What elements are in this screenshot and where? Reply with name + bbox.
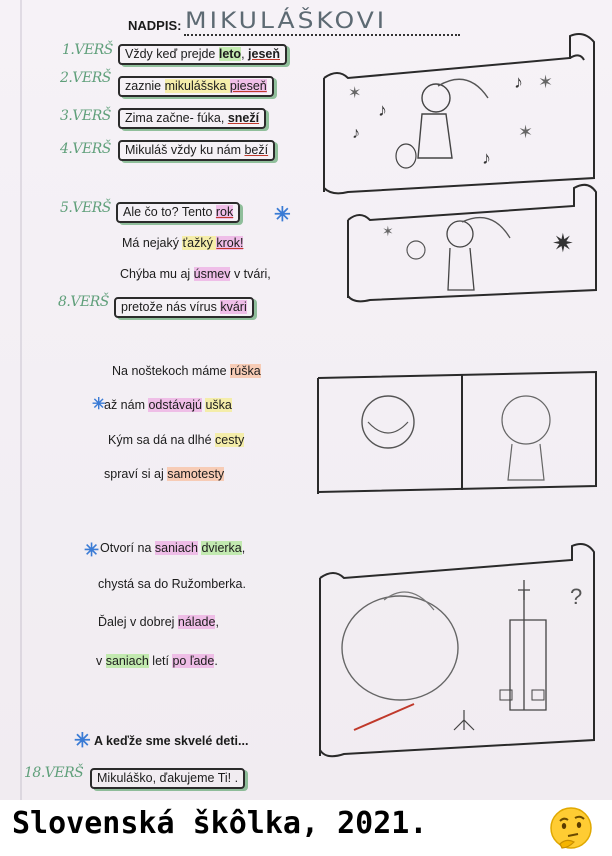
handwritten-title: MIKULÁŠKOVI bbox=[185, 7, 388, 34]
svg-text:♪: ♪ bbox=[482, 148, 491, 168]
svg-text:?: ? bbox=[570, 584, 583, 609]
stanza3-line2: až nám odstávajú uška bbox=[104, 398, 232, 412]
snowflake-icon: ✳ bbox=[92, 396, 106, 413]
scroll-drawing-4 bbox=[314, 540, 604, 768]
svg-text:✶: ✶ bbox=[518, 122, 534, 142]
stanza2-line3: Chýba mu aj úsmev v tvári, bbox=[120, 267, 271, 281]
stanza3-line3: Kým sa dá na dlhé cesty bbox=[108, 433, 245, 447]
svg-text:♪: ♪ bbox=[514, 72, 523, 92]
verse-tag-2: 2.VERŠ bbox=[60, 70, 111, 86]
caption-text: Slovenská škôlka, 2021. bbox=[12, 806, 428, 841]
svg-text:✷: ✷ bbox=[552, 228, 574, 258]
stanza2-line1: Ale čo to? Tento rok bbox=[116, 202, 240, 223]
stanza1-line4: Mikuláš vždy ku nám beží bbox=[118, 140, 275, 161]
stanza5-line2: Mikuláško, ďakujeme Ti! . bbox=[90, 768, 245, 789]
stanza4-line1: Otvorí na saniach dvierka, bbox=[100, 541, 246, 555]
svg-text:✶: ✶ bbox=[538, 72, 554, 92]
stanza1-line3: Zima začne- fúka, sneží bbox=[118, 108, 266, 129]
stanza1-line2: zaznie mikulášska pieseň bbox=[118, 76, 274, 97]
scroll-drawing-2 bbox=[342, 180, 602, 306]
stanza5-line1: A keďže sme skvelé deti... bbox=[94, 734, 249, 748]
stanza2-line4: pretože nás vírus kvári bbox=[114, 297, 254, 318]
verse-tag-4: 4.VERŠ bbox=[60, 141, 111, 157]
snowflake-icon: ✳ bbox=[84, 540, 100, 560]
margin-line bbox=[20, 0, 22, 800]
svg-text:✶: ✶ bbox=[348, 85, 362, 102]
verse-tag-1: 1.VERŠ bbox=[62, 42, 113, 58]
svg-text:♪: ♪ bbox=[352, 125, 360, 142]
stanza4-line3: Ďalej v dobrej nálade, bbox=[98, 615, 219, 629]
svg-text:♪: ♪ bbox=[378, 100, 387, 120]
scroll-drawing-3 bbox=[312, 368, 604, 502]
stanza4-line2: chystá sa do Ružomberka. bbox=[98, 577, 246, 591]
caption-bar bbox=[0, 800, 612, 856]
verse-tag-18: 18.VERŠ bbox=[24, 765, 84, 781]
stanza1-line1: Vždy keď prejde leto, jeseň bbox=[118, 44, 287, 65]
stanza3-line4: spraví si aj samotesty bbox=[104, 467, 225, 481]
svg-text:✶: ✶ bbox=[382, 223, 394, 239]
scroll-drawing-1 bbox=[318, 28, 602, 196]
stanza2-line2: Má nejaký ťažký krok! bbox=[122, 236, 244, 250]
verse-tag-8: 8.VERŠ bbox=[58, 294, 109, 310]
stanza3-line1: Na noštekoch máme rúška bbox=[112, 364, 261, 378]
verse-tag-5: 5.VERŠ bbox=[60, 200, 111, 216]
title-label: NADPIS: bbox=[128, 18, 182, 33]
verse-tag-3: 3.VERŠ bbox=[60, 108, 111, 124]
snowflake-icon: ✳ bbox=[274, 204, 291, 226]
stanza4-line4: v saniach letí po ľade. bbox=[96, 654, 218, 668]
thinking-face-icon bbox=[548, 806, 594, 852]
snowflake-icon: ✳ bbox=[74, 730, 91, 752]
